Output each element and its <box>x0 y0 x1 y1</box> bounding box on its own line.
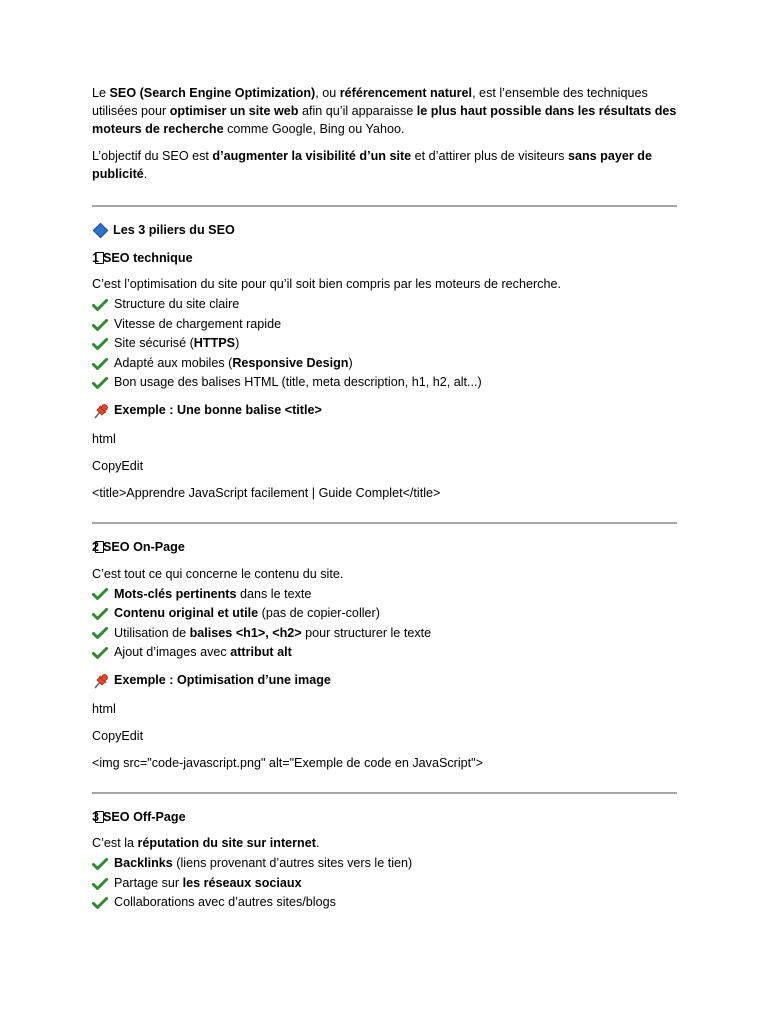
copy-edit-button[interactable]: CopyEdit <box>92 458 144 473</box>
pillars-heading <box>92 223 677 239</box>
list-item: Utilisation de balises <h1>, <h2> pour structurer le texte <box>92 624 677 644</box>
green-check-icon <box>92 858 108 870</box>
pillars-heading-text: Les 3 piliers du SEO <box>113 223 235 237</box>
list-item: Contenu original et utile (pas de copier-coller) <box>92 604 677 624</box>
checklist <box>92 854 677 913</box>
list-item: Site sécurisé (HTTPS) <box>92 334 677 354</box>
blue-diamond-icon <box>93 223 109 239</box>
green-check-icon <box>92 377 108 389</box>
list-item: Adapté aux mobiles (Responsive Design) <box>92 354 677 374</box>
example-title: Exemple : Une bonne balise <title> <box>114 403 322 418</box>
list-item: Bon usage des balises HTML (title, meta description, h1, h2, alt...) <box>92 373 677 393</box>
green-check-icon <box>92 588 108 600</box>
green-check-icon <box>92 299 108 311</box>
green-check-icon <box>92 627 108 639</box>
intro-paragraph-1: Le SEO (Search Engine Optimization), ou référencement naturel, est l’ensemble des techniques utilisées pour optimiser un site web afin qu’il apparaisse le plus haut possible dans les résultats des moteurs de recherche comme Google, Bing ou Yahoo. <box>92 86 677 136</box>
example-heading <box>92 672 677 690</box>
checklist <box>92 295 677 393</box>
code-language: html <box>92 431 116 446</box>
green-check-icon <box>92 897 108 909</box>
intro-paragraph-2: L’objectif du SEO est d’augmenter la visibilité d’un site et d’attirer plus de visiteurs sans payer de publicité. <box>92 149 652 181</box>
code-snippet: <img src="code-javascript.png" alt="Exemple de code en JavaScript"> <box>92 755 483 770</box>
list-item: Backlinks (liens provenant d’autres sites vers le tien) <box>92 854 677 874</box>
divider <box>92 205 677 207</box>
example-heading <box>92 402 677 420</box>
section-intro: C’est tout ce qui concerne le contenu du site. <box>92 566 344 581</box>
section-seo-on-page <box>92 540 677 772</box>
list-item: Ajout d’images avec attribut alt <box>92 643 677 663</box>
document-content <box>92 84 677 922</box>
list-item: Partage sur les réseaux sociaux <box>92 874 677 894</box>
section-title: SEO On-Page <box>103 539 185 554</box>
list-item: Structure du site claire <box>92 295 677 315</box>
section-intro: C’est la réputation du site sur internet. <box>92 836 320 851</box>
section-heading: 1 SEO technique <box>92 250 193 265</box>
green-check-icon <box>92 319 108 331</box>
section-title: SEO Off-Page <box>103 809 186 824</box>
list-item: Collaborations avec d’autres sites/blogs <box>92 893 677 913</box>
red-pushpin-icon <box>92 402 110 420</box>
divider <box>92 792 677 794</box>
checklist <box>92 585 677 663</box>
code-snippet: <title>Apprendre JavaScript facilement | Guide Complet</title> <box>92 485 441 500</box>
green-check-icon <box>92 878 108 890</box>
example-title: Exemple : Optimisation d’une image <box>114 672 331 687</box>
section-seo-off-page <box>92 810 677 913</box>
divider <box>92 522 677 524</box>
red-pushpin-icon <box>92 672 110 690</box>
section-intro: C’est l’optimisation du site pour qu’il soit bien compris par les moteurs de recherche. <box>92 277 561 292</box>
green-check-icon <box>92 338 108 350</box>
section-heading: 2 SEO On-Page <box>92 539 185 554</box>
code-language: html <box>92 701 116 716</box>
green-check-icon <box>92 358 108 370</box>
list-item: Mots-clés pertinents dans le texte <box>92 585 677 605</box>
list-item: Vitesse de chargement rapide <box>92 315 677 335</box>
section-seo-technique <box>92 251 677 502</box>
section-title: SEO technique <box>103 250 193 265</box>
green-check-icon <box>92 647 108 659</box>
green-check-icon <box>92 608 108 620</box>
copy-edit-button[interactable]: CopyEdit <box>92 728 144 743</box>
section-heading: 3 SEO Off-Page <box>92 809 186 824</box>
